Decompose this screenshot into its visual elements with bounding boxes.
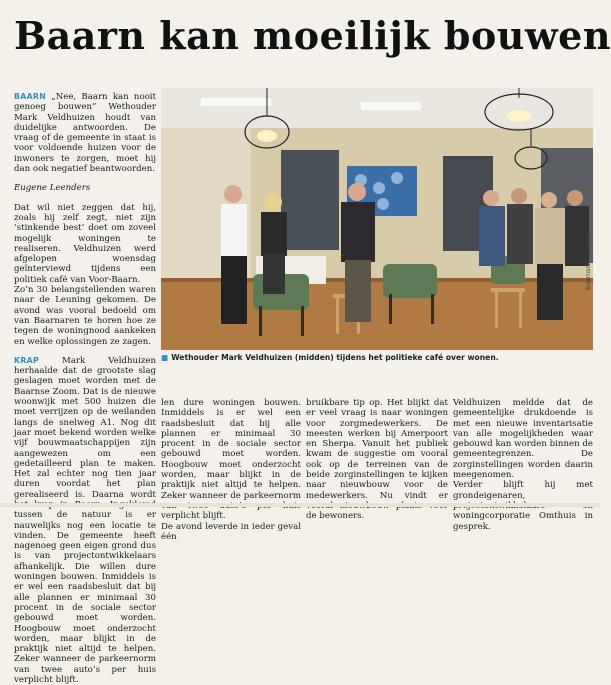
article-column-2 [161,398,301,542]
caption-triangle-icon: ■ [161,353,169,362]
bottom-rule [0,503,600,507]
article-photo [161,88,593,350]
photo-credit: Baarnsche Courant [585,230,592,290]
kicker-baarn: BAARN [14,92,47,101]
paragraph-3-continued: len dure woningen bouwen. Inmiddels is er wel een raadsbesluit dat bij alle plannen er minimaal 30 procent in de sociale sector gebouwd moet worden. Hoogbouw moet onderzocht worden, maar blijkt in de praktijk niet altijd te helpen. Zeker wanneer de parkeernorm verplicht blijft. De avond leverde in ieder geval één [161,398,301,542]
paragraph-6: Verder blijft hij met grondeigenaren, woningcorporatie Omthuis in gesprek. [453,480,593,532]
photo-caption: ■ Wethouder Mark Veldhuizen (midden) tijdens het politieke café over wonen. [161,353,499,362]
intro-paragraph: BAARN „Nee, Baarn kan nooit genoeg bouwen” Wethouder Mark Veldhuizen houdt van duidelijke antwoorden. De vraag of de gemeente in staat is voor voldoende huizen voor de inwoners te zorgen, moet hij dan ook negatief beantwoorden. [14,92,156,175]
article-column-4 [453,398,593,532]
article-column-3 [306,398,448,522]
article-column-1 [14,92,156,685]
headline: Baarn kan moeilijk bouwen [14,13,611,58]
paragraph-2: Zo’n 30 belangstellenden waren naar de Leuning gekomen. De avond was vooral bedoeld om van Baarnaren te horen hoe ze tegen de woningnood aankeken en welke oplossingen ze zagen. [14,285,156,347]
byline: Eugene Leenders [14,183,91,194]
paragraph-4-continued: bruikbare tip op. Het blijkt dat er veel vraag is naar woningen voor zorgmedewerkers. De meesten werken bij Amerpoort en Sherpa. Vanuit het publiek kwam de suggestie om vooral ook op de terreinen van de beide zorginstellingen te kijken naar nieuwbouw voor de medewerkers. Nu vindt er de bewoners. [306,398,448,522]
kicker-krap: KRAP [14,355,39,365]
paragraph-1: Dat wil niet zeggen dat hij, zoals hij zelf zegt, niet zijn ‘stinkende best’ doet om zoveel mogelijk woningen te realiseren. Veldhuizen werd afgelopen woensdag geïnterviewd tijdens een politiek café van Voor-Baarn. [14,202,156,285]
paragraph-3: KRAP Mark Veldhuizen herhaalde dat de grootste slag geslagen moet worden met de Baarnse Zoom. Dat is de nieuwe woonwijk met 500 huizen die moet verrijzen op de weilanden langs de snelweg A1. Nog dit jaar moet bekend worden welke vijf bouwmaatschappijen zijn aangewezen om een gedetailleerd plan te maken. Het zal echter nog tien jaar duren voordat het plan gerealiseerd is. Daarna wordt tussen de natuur is er nauwelijks nog een locatie te vinden. De gemeente heeft nagenoeg geen eigen grond dus is van projectontwikkelaars afhankelijk. Die willen dure woningen bouwen. Inmiddels is er wel een raadsbesluit dat bij alle plannen er minimaal 30 procent in de sociale sector gebouwd moet worden. Hoogbouw moet onderzocht worden, maar blijkt in de praktijk niet altijd te helpen. Zeker wanneer de parkeernorm van twee auto’s per huis verplicht blijft. [14,355,156,685]
paragraph-5: Veldhuizen meldde dat de gemeentelijke drukdoende is met een nieuwe inventarisatie van alle mogelijkheden waar gebouwd kan worden binnen de gemeentegrenzen. De zorginstellingen worden daarin meegenomen. [453,398,593,481]
